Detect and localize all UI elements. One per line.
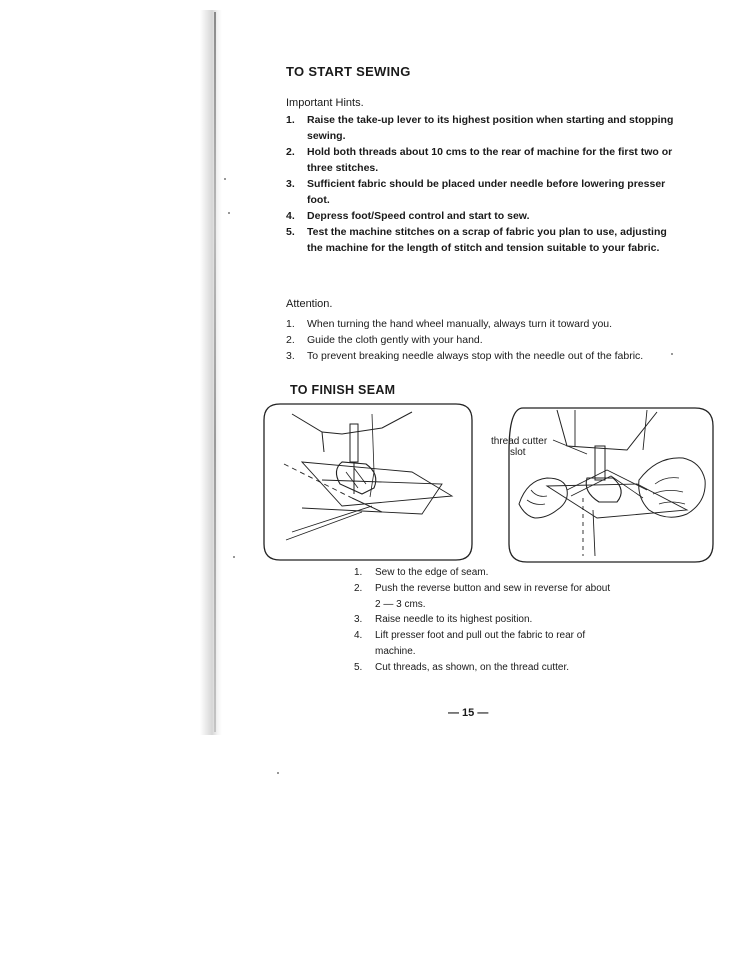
- list-item-number: 1.: [354, 567, 363, 578]
- list-item: [354, 660, 614, 676]
- list-item-number: 3.: [286, 350, 295, 362]
- list-item-number: 1.: [286, 318, 295, 330]
- scan-speck: [228, 212, 230, 214]
- section-title-start-sewing: TO START SEWING: [286, 64, 411, 79]
- list-item: [354, 581, 614, 613]
- list-item-number: 3.: [354, 614, 363, 626]
- list-item-number: 5.: [354, 661, 363, 673]
- thread-cutter-illustration: [487, 406, 715, 564]
- list-item-number: 2.: [286, 146, 295, 158]
- list-item-number: 2.: [286, 334, 295, 346]
- list-item: [286, 224, 682, 256]
- list-item: [286, 176, 682, 208]
- scan-speck: [277, 772, 279, 774]
- list-item: [286, 144, 682, 176]
- list-item-text: Raise needle to its highest position.: [375, 614, 533, 626]
- scan-speck: [224, 178, 226, 180]
- list-item: [286, 208, 682, 224]
- scan-binding-shadow: [200, 10, 222, 735]
- list-item-text: Lift presser foot and pull out the fabric to rear of machine.: [375, 630, 586, 657]
- thread-cutter-slot-label: slot: [510, 447, 526, 458]
- list-item-text: Push the reverse button and sew in reverse for about 2 — 3 cms.: [375, 582, 611, 610]
- list-item: [354, 612, 614, 628]
- list-item-text: Hold both threads about 10 cms to the rear of machine for the first two or three stitches.: [307, 146, 673, 174]
- list-item-number: 1.: [286, 114, 295, 126]
- list-item-text: Sew to the edge of seam.: [375, 567, 489, 578]
- list-item-number: 4.: [286, 210, 295, 222]
- page-number: — 15 —: [448, 707, 489, 719]
- section-title-finish-seam: TO FINISH SEAM: [290, 383, 396, 397]
- important-hints-list: [286, 112, 682, 256]
- attention-list: [286, 316, 686, 364]
- list-item-text: Sufficient fabric should be placed under needle before lowering presser foot.: [307, 178, 666, 206]
- figure-sew-to-edge: [262, 402, 474, 562]
- list-item-text: Cut threads, as shown, on the thread cutter.: [375, 661, 570, 673]
- list-item-number: 5.: [286, 226, 295, 238]
- important-hints-label: Important Hints.: [286, 97, 364, 109]
- attention-label: Attention.: [286, 298, 333, 310]
- list-item-number: 2.: [354, 582, 363, 594]
- list-item: [286, 112, 682, 144]
- list-item-text: Test the machine stitches on a scrap of fabric you plan to use, adjusting the machine for the length of stitch and tension suitable to your fabric.: [307, 226, 667, 254]
- list-item: [354, 628, 614, 660]
- list-item-text: Guide the cloth gently with your hand.: [307, 334, 483, 346]
- finish-seam-steps: [354, 565, 614, 676]
- scan-speck: [233, 556, 235, 558]
- scan-binding-line: [214, 12, 216, 732]
- list-item-number: 4.: [354, 630, 363, 642]
- list-item: [286, 332, 686, 348]
- figure-thread-cutter: [487, 406, 715, 564]
- thread-cutter-label: thread cutter: [491, 436, 548, 447]
- list-item-number: 3.: [286, 178, 295, 190]
- list-item-text: To prevent breaking needle always stop with the needle out of the fabric.: [307, 350, 644, 362]
- list-item-text: When turning the hand wheel manually, always turn it toward you.: [307, 318, 613, 330]
- list-item-text: Raise the take-up lever to its highest position when starting and stopping sewing.: [307, 114, 674, 142]
- list-item: [286, 348, 686, 364]
- sew-to-edge-illustration: [262, 402, 474, 562]
- list-item: [354, 565, 614, 581]
- list-item: [286, 316, 686, 332]
- list-item-text: Depress foot/Speed control and start to sew.: [307, 210, 530, 222]
